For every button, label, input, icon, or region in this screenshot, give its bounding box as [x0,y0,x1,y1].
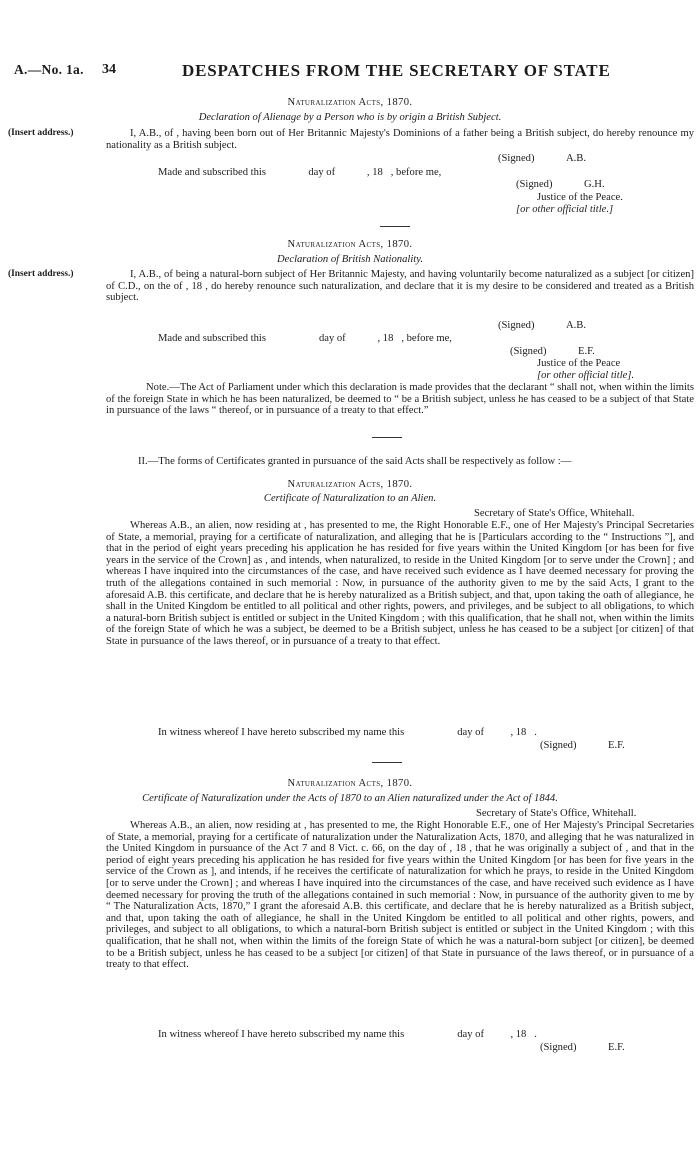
page-header [14,62,686,82]
certificate-alien-office: Secretary of State's Office, Whitehall. [474,508,635,519]
alienage-signed-label-2: (Signed) [516,179,553,190]
certificate-alien-signed-label: (Signed) [540,740,577,751]
alienage-justice: Justice of the Peace. [537,192,623,203]
alienage-heading: Naturalization Acts, 1870. [287,97,413,108]
alienage-margin-note: (Insert address.) [8,128,74,138]
section-ii-intro: II.—The forms of Certificates granted in pursuance of the said Acts shall be respectively as follow :— [138,456,572,467]
certificate-alien-body: Whereas A.B., an alien, now residing at , has presented to me, the Right Honorable E.F., one of Her Majesty's Principal Secretaries of State, a memorial, praying for a certificate of naturalization, and alleging that he is [Particulars according to the “ Instructions ”], and that in the period of eight years preceding his application he has resided for five years within the United Kingdom [or has been for five years in the service of the Crown] as , and intends, when naturalized, to reside in the United Kingdom [or to serve under the Crown] ; and whereas I have inquired into the circumstances of the case, and have received such evidence as I have deemed necessary for proving the truth of the allegations contained in such memorial : Now, in pursuance of the authority given to me by the said Acts, I grant to the aforesaid A.B. this certificate, and declare that he is hereby naturalized as a British subject, and that, upon taking the oath of allegiance, he shall in the United Kingdom be entitled to all political and other rights, powers, and privileges, and be subject to all obligations, to which a natural-born British subject is entitled or subject in the United Kingdom ; with this qualification, that he shall not, when within the limits of the foreign State of which he was a subject, be deemed to be a British subject, unless he has ceased to be a subject [or citizen] of that State in pursuance of the laws thereof, or in pursuance of a treaty to that effect. [106,520,694,647]
certificate-alien-subheading: Certificate of Naturalization to an Alien. [263,493,437,504]
certificate-1844-body: Whereas A.B., an alien, now residing at , has presented to me, the Right Honorable E.F., one of Her Majesty's Principal Secretaries of State, a memorial, praying for a certificate of naturalization under the Naturalization Acts, 1870, and alleging that he was naturalized in the United Kingdom in pursuance of the Act 7 and 8 Vict. c. 66, on the day of , 18 , that he was originally a subject of , and that in the period of eight years preceding his application he has resided for five years within the United Kingdom [or has been for five years in the service of the Crown as ], and intends, if he receives the certificate of naturalization for which he prays, to reside in the United Kingdom [or to serve under the Crown] ; and whereas I have inquired into the circumstances of the case, and have received such evidence as I have deemed necessary for proving the truth of the allegations contained in such memorial : Now, in pursuance of the authority given to me by “ The Naturalization Acts, 1870,” I grant the aforesaid A.B. this certificate, and declare that he is hereby naturalized as a British subject, and that, upon taking the oath of allegiance, he shall in the United Kingdom be entitled to all political and other rights, powers, and privileges, and subject to all obligations, to which a natural-born British subject is entitled or subject in the United Kingdom ; with this qualification, that he shall not, when within the limits of the foreign State of which he was a natural-born subject [or citizen], be deemed to be a British subject, unless he has ceased to be a subject [or citizen] of that State in pursuance of the laws thereof, or in pursuance of a treaty to that effect. [106,820,694,971]
nationality-margin-note: (Insert address.) [8,269,74,279]
alienage-signed-label-1: (Signed) [498,153,535,164]
nationality-made-line: Made and subscribed this day of , 18 , before me, [158,333,452,344]
nationality-justice: Justice of the Peace [537,358,621,369]
alienage-subheading: Declaration of Alienage by a Person who is by origin a British Subject. [198,112,502,123]
certificate-alien-signed-name: E.F. [608,740,625,751]
certificate-1844-signed-name: E.F. [608,1042,625,1053]
nationality-signed-name-1: A.B. [566,320,587,331]
running-title: DESPATCHES FROM THE SECRETARY OF STATE [182,61,611,80]
nationality-signed-name-2: E.F. [578,346,595,357]
nationality-signed-label-2: (Signed) [510,346,547,357]
alienage-signed-name-1: A.B. [566,153,587,164]
section-divider [372,762,402,763]
section-divider [372,437,402,438]
section-divider [380,226,410,227]
page-number: 34 [102,62,116,77]
nationality-signed-label-1: (Signed) [498,320,535,331]
nationality-body: I, A.B., of being a natural-born subject of Her Britannic Majesty, and having voluntarily become naturalized as a subject [or citizen] of C.D., on the of , 18 , do hereby renounce such naturalization, and declare that it is my desire to be considered and treated as a British subject. [106,269,694,304]
certificate-1844-subheading: Certificate of Naturalization under the Acts of 1870 to an Alien naturalized under the Act of 1844. [142,793,558,804]
alienage-body: I, A.B., of , having been born out of Her Britannic Majesty's Dominions of a father being a British subject, do hereby renounce my nationality as a British subject. [106,128,694,151]
nationality-heading: Naturalization Acts, 1870. [287,239,413,250]
nationality-subheading: Declaration of British Nationality. [277,254,423,265]
certificate-alien-witness: In witness whereof I have hereto subscribed my name this day of , 18 . [158,727,537,738]
series-number: A.—No. 1a. [14,62,84,77]
certificate-1844-office: Secretary of State's Office, Whitehall. [476,808,637,819]
alienage-made-line: Made and subscribed this day of , 18 , before me, [158,167,442,178]
alienage-official-title: [or other official title.] [516,204,614,215]
nationality-official-title: [or other official title]. [537,370,635,381]
nationality-note: Note.—The Act of Parliament under which this declaration is made provides that the declarant “ shall not, when within the limits of the foreign State in which he has been naturalized, be deemed to “ be a British subject, unless he has ceased to be a subject of that State in pursuance of the laws “ thereof, or in pursuance of a treaty to that effect.” [106,382,694,417]
certificate-1844-signed-label: (Signed) [540,1042,577,1053]
certificate-alien-heading: Naturalization Acts, 1870. [287,479,413,490]
alienage-signed-name-2: G.H. [584,179,605,190]
certificate-1844-heading: Naturalization Acts, 1870. [287,778,413,789]
certificate-1844-witness: In witness whereof I have hereto subscribed my name this day of , 18 . [158,1029,537,1040]
